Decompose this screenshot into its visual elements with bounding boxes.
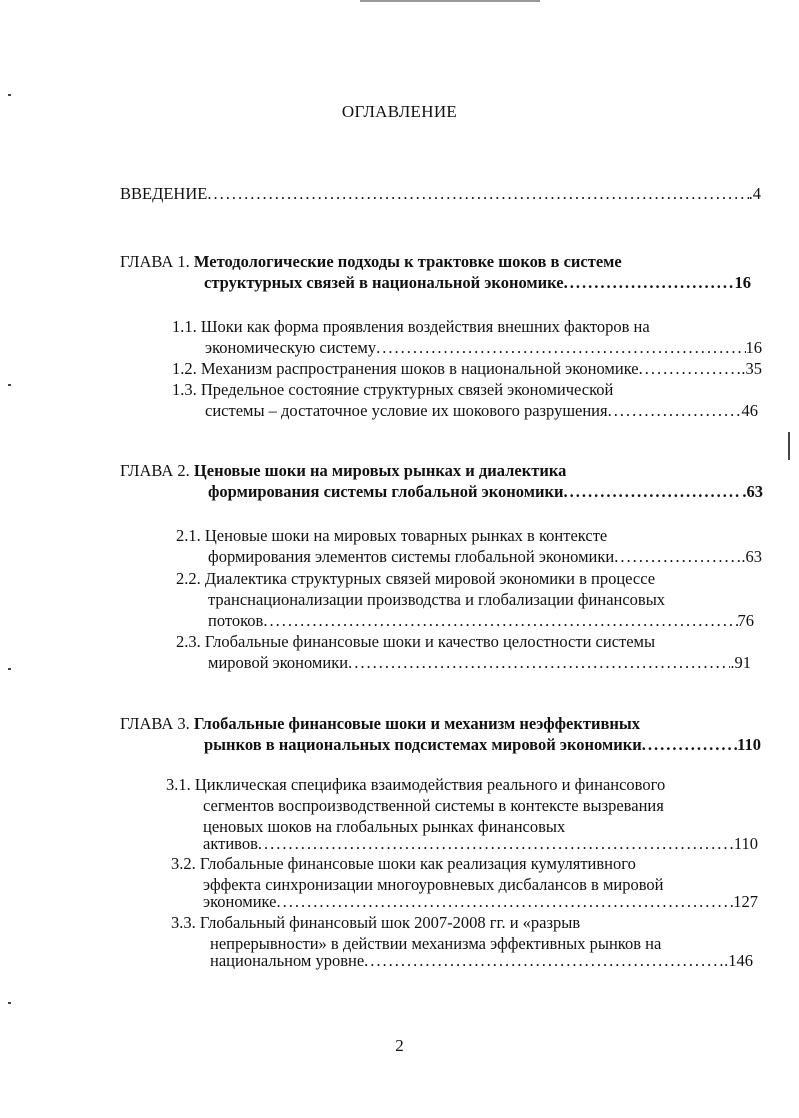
section-entry-cont[interactable] xyxy=(205,401,758,421)
dot-leader xyxy=(614,547,741,567)
toc-page-number: .63 xyxy=(742,482,763,501)
section-entry[interactable] xyxy=(172,359,762,379)
chapter-heading[interactable] xyxy=(120,714,640,734)
section-title: формирования элементов системы глобальной экономики xyxy=(208,547,615,566)
chapter-title: Глобальные финансовые шоки и механизм неэффективных xyxy=(193,714,641,733)
dot-leader xyxy=(608,401,742,421)
chapter-title: рынков в национальных подсистемах мировой экономики xyxy=(204,735,642,754)
chapter-title-cont[interactable] xyxy=(208,482,763,502)
dot-leader xyxy=(276,892,733,912)
margin-mark xyxy=(8,94,11,96)
chapter-title: Методологические подходы к трактовке шоков в системе xyxy=(193,252,622,271)
section-entry-cont[interactable] xyxy=(208,611,754,631)
section-entry-cont[interactable] xyxy=(203,834,758,854)
section-title: непрерывности» в действии механизма эффективных рынков на xyxy=(210,934,662,953)
section-number: 3.1. xyxy=(166,775,191,794)
section-entry[interactable] xyxy=(171,913,580,933)
section-title: национальном уровне xyxy=(210,951,365,970)
margin-mark xyxy=(788,432,790,460)
chapter-heading[interactable] xyxy=(120,461,566,481)
section-title: ценовых шоков на глобальных рынках финансовых xyxy=(203,817,566,836)
section-entry[interactable] xyxy=(176,632,655,652)
section-entry-cont[interactable] xyxy=(205,338,762,358)
toc-page-number: .4 xyxy=(748,184,761,203)
section-title: потоков xyxy=(208,611,264,630)
toc-page-number: .146 xyxy=(724,951,753,970)
toc-page-number: 110 xyxy=(737,735,761,754)
chapter-title-cont[interactable] xyxy=(204,735,761,755)
section-number: 2.1. xyxy=(176,526,201,545)
dot-leader xyxy=(263,611,737,631)
section-number: 2.3. xyxy=(176,632,201,651)
toc-page-number: 127 xyxy=(733,892,758,911)
dot-leader xyxy=(642,735,737,755)
toc-title: ОГЛАВЛЕНИЕ xyxy=(341,102,458,121)
section-title: экономическую систему xyxy=(205,338,377,357)
section-entry[interactable] xyxy=(176,526,607,546)
toc-page-number: .35 xyxy=(741,359,762,378)
section-number: 1.3. xyxy=(172,380,197,399)
section-title: Ценовые шоки на мировых товарных рынках в контексте xyxy=(204,526,608,545)
section-entry-cont[interactable] xyxy=(208,547,762,567)
section-entry-cont[interactable] xyxy=(203,796,664,816)
section-number: 3.3. xyxy=(171,913,196,932)
toc-page-number: 16 xyxy=(734,273,751,292)
section-entry-cont[interactable] xyxy=(210,951,753,971)
toc-entry-intro[interactable] xyxy=(120,184,761,204)
chapter-title: Ценовые шоки на мировых рынках и диалектика xyxy=(193,461,567,480)
toc-entry-label: ВВЕДЕНИЕ xyxy=(120,184,208,203)
chapter-prefix: ГЛАВА 2. xyxy=(120,461,190,480)
margin-mark xyxy=(8,1002,11,1004)
section-title: 1.2. Механизм распространения шоков в национальной экономике xyxy=(172,359,639,378)
section-title: активов xyxy=(203,834,258,853)
dot-leader xyxy=(364,951,724,971)
chapter-title: формирования системы глобальной экономики xyxy=(208,482,564,501)
toc-page-number: 76 xyxy=(737,611,754,630)
section-number: 1.1. xyxy=(172,317,197,336)
section-entry[interactable] xyxy=(176,569,655,589)
section-title: Предельное состояние структурных связей экономической xyxy=(200,380,614,399)
dot-leader xyxy=(564,273,735,293)
section-title: мировой экономики xyxy=(208,653,349,672)
section-number: 2.2. xyxy=(176,569,201,588)
section-title: транснационализации производства и глобализации финансовых xyxy=(208,590,666,609)
page-number: 2 xyxy=(395,1036,404,1055)
toc-page-number: .91 xyxy=(730,653,751,672)
margin-mark xyxy=(8,668,11,670)
section-title: Глобальные финансовые шоки как реализация кумулятивного xyxy=(199,854,636,873)
chapter-prefix: ГЛАВА 3. xyxy=(120,714,190,733)
section-number: 3.2. xyxy=(171,854,196,873)
section-title: Циклическая специфика взаимодействия реального и финансового xyxy=(194,775,666,794)
dot-leader xyxy=(207,184,748,204)
section-title: системы – достаточное условие их шокового разрушения xyxy=(205,401,608,420)
section-title: Шоки как форма проявления воздействия внешних факторов на xyxy=(200,317,650,336)
scan-edge-top xyxy=(360,0,540,2)
section-entry-cont[interactable] xyxy=(208,653,751,673)
dot-leader xyxy=(563,482,742,502)
chapter-title-cont[interactable] xyxy=(204,273,751,293)
toc-page-number: 16 xyxy=(745,338,762,357)
dot-leader xyxy=(639,359,742,379)
dot-leader xyxy=(258,834,734,854)
chapter-heading[interactable] xyxy=(120,252,622,272)
section-entry[interactable] xyxy=(172,380,613,400)
dot-leader xyxy=(376,338,745,358)
section-title: экономике xyxy=(203,892,277,911)
toc-page-number: 46 xyxy=(741,401,758,420)
dot-leader xyxy=(348,653,730,673)
section-entry[interactable] xyxy=(172,317,650,337)
chapter-title: структурных связей в национальной экономике xyxy=(204,273,564,292)
margin-mark xyxy=(8,384,11,386)
toc-page-number: .63 xyxy=(741,547,762,566)
section-title: эффекта синхронизации многоуровневых дисбалансов в мировой xyxy=(203,875,664,894)
section-title: Глобальные финансовые шоки и качество целостности системы xyxy=(204,632,656,651)
section-title: Глобальный финансовый шок 2007-2008 гг. и «разрыв xyxy=(199,913,581,932)
chapter-prefix: ГЛАВА 1. xyxy=(120,252,190,271)
section-entry-cont[interactable] xyxy=(203,892,758,912)
section-entry-cont[interactable] xyxy=(208,590,665,610)
section-entry[interactable] xyxy=(166,775,665,795)
toc-page-number: 110 xyxy=(733,834,758,853)
section-entry[interactable] xyxy=(171,854,636,874)
section-title: сегментов воспроизводственной системы в контексте вызревания xyxy=(203,796,664,815)
section-title: Диалектика структурных связей мировой экономики в процессе xyxy=(204,569,656,588)
